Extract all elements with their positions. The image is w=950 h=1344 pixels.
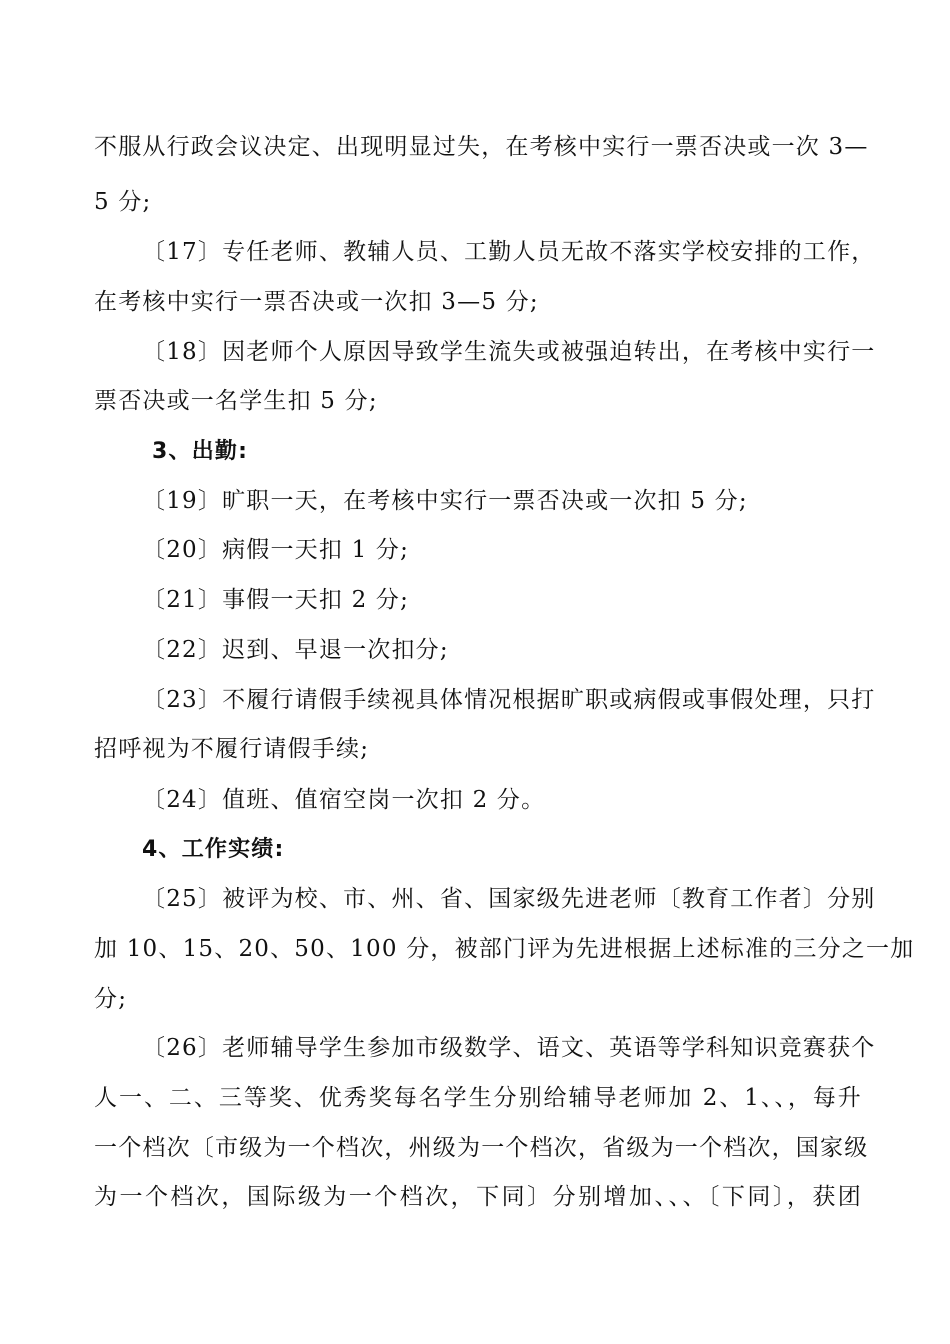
list-item-20: 〔20〕病假一天扣 1 分;	[142, 537, 410, 563]
paragraph-line: 5 分;	[94, 189, 152, 215]
list-item-26: 〔26〕老师辅导学生参加市级数学、语文、英语等学科知识竞赛获个	[142, 1035, 876, 1061]
list-item-25: 〔25〕被评为校、市、州、省、国家级先进老师〔教育工作者〕分别	[142, 886, 876, 912]
list-item-24: 〔24〕值班、值宿空岗一次扣 2 分。	[142, 787, 546, 813]
list-item-21: 〔21〕事假一天扣 2 分;	[142, 587, 410, 613]
section-heading-attendance: 3、出勤:	[152, 439, 249, 464]
paragraph-line: 人一、二、三等奖、优秀奖每名学生分别给辅导老师加 2、1、、，每升	[94, 1085, 862, 1111]
section-heading-performance: 4、工作实绩:	[142, 837, 285, 862]
paragraph-line: 在考核中实行一票否决或一次扣 3—5 分;	[94, 289, 539, 315]
paragraph-line: 票否决或一名学生扣 5 分;	[94, 388, 378, 414]
list-item-23: 〔23〕不履行请假手续视具体情况根据旷职或病假或事假处理，只打	[142, 687, 876, 713]
list-item-19: 〔19〕旷职一天，在考核中实行一票否决或一次扣 5 分;	[142, 488, 748, 514]
paragraph-line: 一个档次〔市级为一个档次，州级为一个档次，省级为一个档次，国家级	[94, 1135, 869, 1161]
paragraph-line: 为一个档次，国际级为一个档次，下同〕分别增加、、、〔下同〕，获团	[94, 1184, 862, 1210]
list-item-22: 〔22〕迟到、早退一次扣分;	[142, 637, 449, 663]
list-item-17: 〔17〕专任老师、教辅人员、工勤人员无故不落实学校安排的工作，	[142, 239, 876, 265]
list-item-18: 〔18〕因老师个人原因导致学生流失或被强迫转出，在考核中实行一	[142, 339, 876, 365]
paragraph-line: 招呼视为不履行请假手续;	[94, 736, 370, 762]
paragraph-line: 不服从行政会议决定、出现明显过失，在考核中实行一票否决或一次 3—	[94, 134, 869, 160]
paragraph-line: 加 10、15、20、50、100 分，被部门评为先进根据上述标准的三分之一加	[94, 936, 915, 962]
paragraph-line: 分;	[94, 986, 128, 1012]
